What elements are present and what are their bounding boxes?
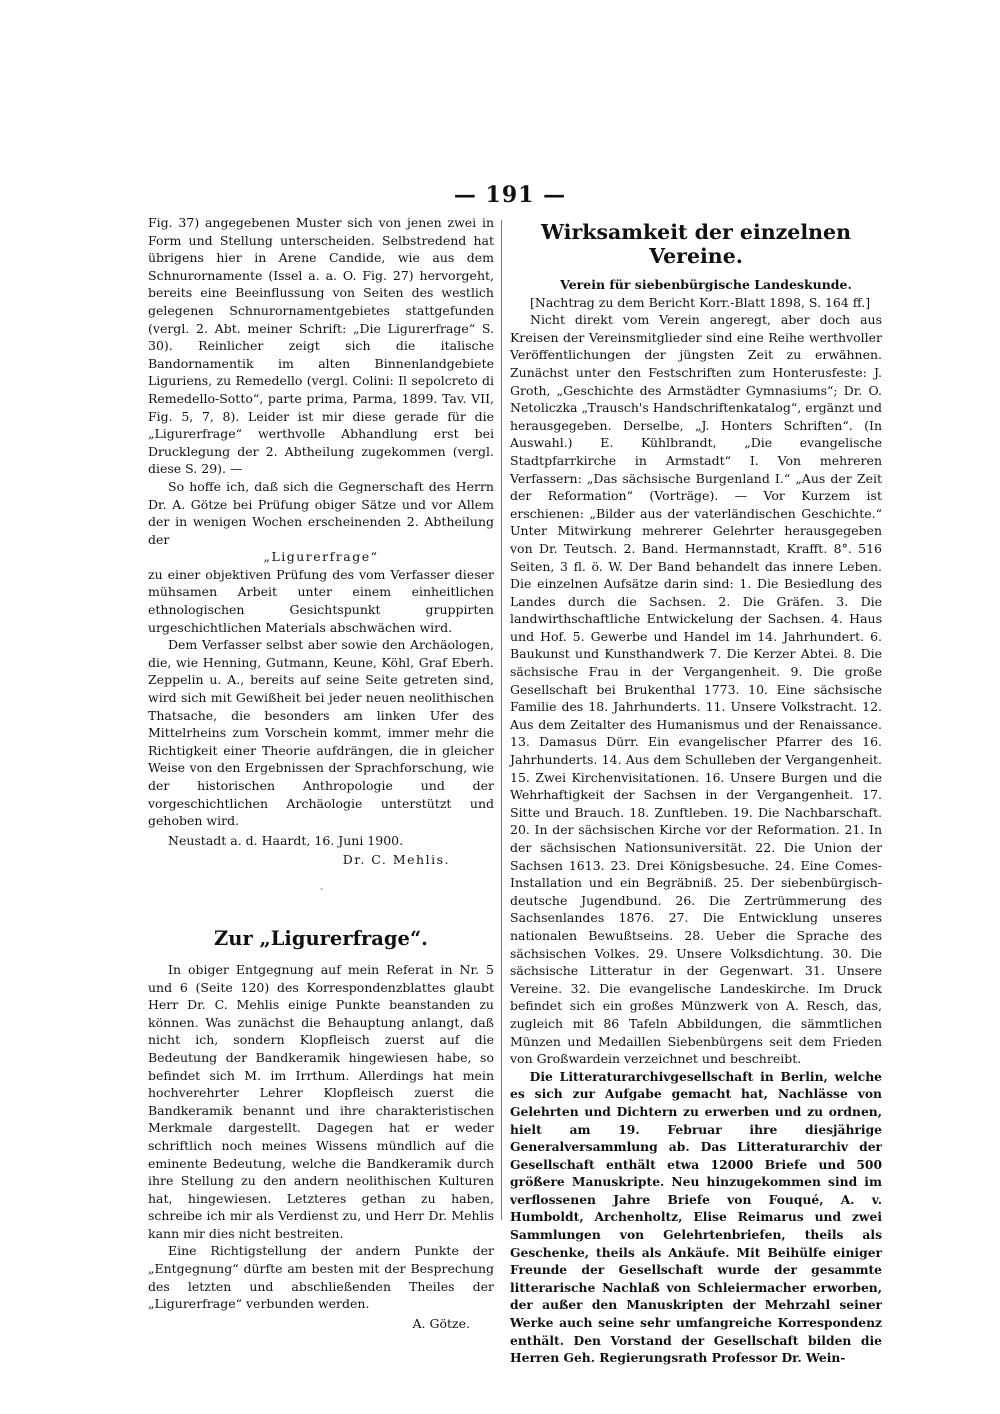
left-column [148, 214, 494, 1332]
page-number: — 191 — [453, 182, 567, 208]
left-paragraph-3: Dem Verfasser selbst aber sowie den Archäologen, die, wie Henning, Gutmann, Keune, Köhl, Graf Eberh. Zeppelin u. A., bereits auf seine Seite getreten sind, wird sich mit Gewißheit bei jeder neuen neolithischen Thatsache, die besonders am linken Ufer des Mittelrheins zum Vorschein kommt, immer mehr die Richtigkeit einer Theorie aufdrängen, die in gleicher Weise von den Ergebnissen der Sprachforschung, wie der historischen Anthropologie und der vorgeschichtlichen Archäologie unterstützt und gehoben wird. [148, 637, 494, 829]
subheading: Verein für siebenbürgische Landeskunde. [560, 277, 852, 292]
signature-mehlis: Dr. C. Mehlis. [342, 852, 450, 868]
section-heading-ligurerfrage: Zur „Ligurerfrage“. [214, 926, 428, 950]
right-paragraph-2: Die Litteraturarchivgesellschaft in Berlin, welche es sich zur Aufgabe gemacht hat, Nachlässe von Gelehrten und Dichtern zu erwerben und zu ordnen, hielt am 19. Februar ihre diesjährige Generalversammlung ab. Das Litteraturarchiv der Gesellschaft enthält etwa 12000 Briefe und 500 größere Manuskripte. Neu hinzugekommen sind im verflossenen Jahre Briefe von Fouqué, A. v. Humboldt, Archenholtz, Elise Reimarus und zwei Sammlungen von Gelehrtenbriefen, theils als Geschenke, theils als Ankäufe. Mit Beihülfe einiger Freunde der Gesellschaft wurde der gesammte litterarische Nachlaß von Schleiermacher erworben, der außer den Manuskripten der Mehrzahl seiner Werke auch seine sehr umfangreiche Korrespondenz enthält. Den Vorstand der Gesellschaft bilden die Herren Geh. Regierungsrath Professor Dr. Wein- [510, 1068, 882, 1366]
left-paragraph-2: So hoffe ich, daß sich die Gegnerschaft des Herrn Dr. A. Götze bei Prüfung obiger Sätze und vor Allem der in wenigen Wochen erscheinenden 2. Abtheilung der [148, 478, 494, 547]
main-heading: Wirksamkeit der einzelnen Vereine. [541, 220, 851, 268]
column-divider [501, 220, 502, 1220]
right-paragraph-1: Nicht direkt vom Verein angeregt, aber doch aus Kreisen der Vereinsmitglieder sind eine Reihe werthvoller Veröffentlichungen der jüngsten Zeit zu erwähnen. Zunächst unter den Festschriften zum Honterusfeste: J. Groth, „Geschichte des Armstädter Gymnasiums“; Dr. O. Netoliczka „Trausch's Handschriftenkatalog“, ergänzt und herausgegeben. Derselbe, „J. Honters Schriften“. (In Auswahl.) E. Kühlbrandt, „Die evangelische Stadtpfarrkirche in Armstadt“ I. Von mehreren Verfassern: „Das sächsische Burgenland I.“ „Aus der Zeit der Reformation“ (Vorträge). — Vor Kurzem ist erschienen: „Bilder aus der vaterländischen Geschichte.“ Unter Mitwirkung mehrerer Gelehrter herausgegeben von Dr. Teutsch. 2. Band. Hermannstadt, Krafft. 8°. 516 Seiten, 3 fl. ö. W. Der Band behandelt das innere Leben. Die einzelnen Aufsätze darin sind: 1. Die Besiedlung des Landes durch die Sachsen. 2. Die Gräfen. 3. Die landwirthschaftliche Entwickelung der Sachsen. 4. Haus und Hof. 5. Gewerbe und Handel im 14. Jahrhundert. 6. Baukunst und Kunsthandwerk 7. Die Kerzer Abtei. 8. Die sächsische Frau in der Vergangenheit. 9. Die große Gesellschaft bei Brukenthal 1773. 10. Eine sächsische Familie des 18. Jahrhunderts. 11. Unsere Volkstracht. 12. Aus dem Zeitalter des Humanismus und der Renaissance. 13. Damasus Dürr. Ein evangelischer Pfarrer des 16. Jahrhunderts. 14. Aus dem Schulleben der Vergangenheit. 15. Zwei Kirchenvisitationen. 16. Unsere Burgen und die Wehrhaftigkeit der Sachsen in der Vergangenheit. 17. Sitte und Brauch. 18. Zunftleben. 19. Die Nachbarschaft. 20. In der sächsischen Kirche vor der Reformation. 21. In der sächsischen Nationsuniversität. 22. Die Union der Sachsen 1613. 23. Drei Königsbesuche. 24. Eine Comes-Installation und ein Begräbniß. 25. Der siebenbürgisch-deutsche Jugendbund. 26. Die Zertrümmerung des Sachsenlandes 1876. 27. Die Entwicklung unseres nationalen Bewußtseins. 28. Ueber die Sprache des sächsischen Volkes. 29. Unsere Volksdichtung. 30. Die sächsische Litteratur in der Gegenwart. 31. Unsere Vereine. 32. Die evangelische Landeskirche. Im Druck befindet sich ein großes Münzwerk von A. Resch, das, zugleich mit 86 Tafeln Abbildungen, die sämmtlichen Münzen und Medaillen Siebenbürgens seit dem Frieden von Großwardein verzeichnet und beschreibt. [510, 312, 882, 1067]
bracket-note: [Nachtrag zu dem Bericht Korr.-Blatt 1898, S. 164 ff.] [530, 294, 871, 310]
left-paragraph-4: In obiger Entgegnung auf mein Referat in Nr. 5 und 6 (Seite 120) des Korrespondenzblattes glaubt Herr Dr. C. Mehlis einige Punkte beanstanden zu können. Was zunächst die Behauptung anlangt, daß nicht ich, sondern Klopfleisch zuerst auf die Bedeutung der Bandkeramik hingewiesen habe, so befindet sich M. im Irrthum. Allerdings hat mein hochverehrter Lehrer Klopfleisch zuerst die Bandkeramik benannt und ihre charakteristischen Merkmale dargestellt. Dagegen hat er weder schriftlich noch meines Wissens mündlich auf die eminente Bedeutung, welche die Bandkeramik durch ihre Stellung zu den andern neolithischen Kulturen hat, hingewiesen. Letzteres gethan zu haben, schreibe ich mir als Verdienst zu, und Herr Dr. Mehlis kann mir dies nicht bestreiten. [148, 961, 494, 1241]
place-date: Neustadt a. d. Haardt, 16. Juni 1900. [168, 832, 404, 848]
left-paragraph-2-cont: zu einer objektiven Prüfung des vom Verfasser dieser mühsamen Arbeit unter einem einheitlichen ethnologischen Gesichtspunkt gruppirten urgeschichtlichen Materials abschwächen wird. [148, 566, 494, 635]
right-column [510, 214, 882, 1367]
signature-goetze: A. Götze. [412, 1315, 470, 1331]
left-paragraph-1: Fig. 37) angegebenen Muster sich von jenen zwei in Form und Stellung unterscheiden. Selbstredend hat übrigens hier in Arene Candide, wie aus dem Schnurornamente (Issel a. a. O. Fig. 27) hervorgeht, bereits eine Beeinflussung von Seiten des westlich gelegenen Schnurornamentgebietes stattgefunden (vergl. 2. Abt. meiner Schrift: „Die Ligurerfrage“ S. 30). Reinlicher zeigt sich die italische Bandornamentik im alten Binnenlandgebiete Liguriens, zu Remedello (vergl. Colini: Il sepolcreto di Remedello-Sotto“, parte prima, Parma, 1899. Tav. VII, Fig. 5, 7, 8). Leider ist mir diese gerade für die „Ligurerfrage“ werthvolle Abhandlung erst bei Drucklegung der 2. Abtheilung zugekommen (vergl. diese S. 29). — [148, 215, 494, 477]
left-paragraph-2-title: „Ligurerfrage“ [263, 549, 379, 565]
left-paragraph-5: Eine Richtigstellung der andern Punkte der „Entgegnung“ dürfte am besten mit der Besprechung des letzten und abschließenden Theiles der „Ligurerfrage“ verbunden werden. [148, 1243, 494, 1312]
separator-mark: ˊ [318, 886, 324, 900]
